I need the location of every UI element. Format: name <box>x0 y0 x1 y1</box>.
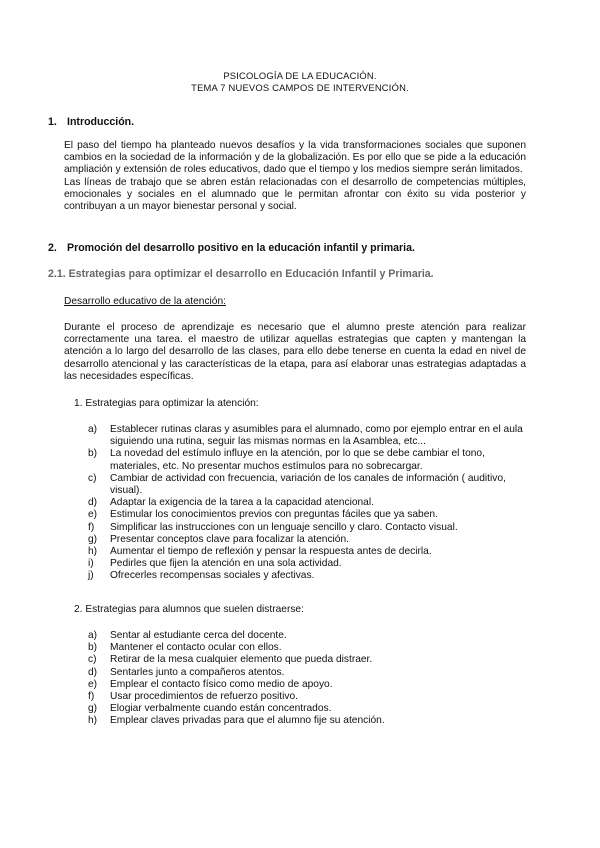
document-header <box>0 70 600 94</box>
intro-paragraph-1: El paso del tiempo ha planteado nuevos desafíos y la vida transformaciones sociales que suponen cambios en la sociedad de la información y de la globalización. Es por ello que se pide a la educación ampliación y extensión de roles educativos, dado que el tiempo y los medios siempre serán limitados. <box>64 140 526 176</box>
section-1-title: Introducción. <box>67 116 135 128</box>
list-item: g) Elogiar verbalmente cuando están concentrados. <box>88 703 332 715</box>
section-2-title: Promoción del desarrollo positivo en la educación infantil y primaria. <box>67 242 415 254</box>
list-item: j) Ofrecerles recompensas sociales y afectivas. <box>88 570 315 582</box>
section-1-body <box>64 140 526 213</box>
list-item: b) La novedad del estímulo influye en la atención, por lo que se debe cambiar el tono, materiales, etc. No presentar muchos estímulos para no sobrecargar. <box>88 448 485 472</box>
list-1-title: Estrategias para optimizar la atención: <box>85 398 259 409</box>
list-item: f) Simplificar las instrucciones con un lenguaje sencillo y claro. Contacto visual. <box>88 521 458 533</box>
list-item: c) Retirar de la mesa cualquier elemento que pueda distraer. <box>88 654 373 666</box>
list-2-number: 2. <box>74 604 83 615</box>
list-item: e) Emplear el contacto físico como medio de apoyo. <box>88 678 333 690</box>
list-item: h) Aumentar el tiempo de reflexión y pensar la respuesta antes de decirla. <box>88 546 432 558</box>
list-1-items <box>88 424 528 583</box>
list-item: g) Presentar conceptos clave para focalizar la atención. <box>88 533 349 545</box>
section-1-heading <box>48 116 548 128</box>
list-2-items <box>88 630 528 728</box>
list-item: a) Sentar al estudiante cerca del docente. <box>88 630 287 641</box>
list-1-heading <box>74 398 534 410</box>
section-2-heading <box>48 242 548 254</box>
list-2-title: Estrategias para alumnos que suelen distraerse: <box>85 604 304 615</box>
subheading-attention: Desarrollo educativo de la atención: <box>64 296 226 307</box>
list-item: d) Sentarles junto a compañeros atentos. <box>88 666 285 678</box>
intro-paragraph-2: Las líneas de trabajo que se abren están relacionadas con el desarrollo de competencias múltiples, emocionales y sociales en el alumnado que le permitan afrontar con éxito su vida posterior y contribuyan a un mayor bienestar personal y social. <box>64 176 526 213</box>
list-1-number: 1. <box>74 398 83 409</box>
list-item: d) Adaptar la exigencia de la tarea a la capacidad atencional. <box>88 497 374 509</box>
section-2-1-heading: 2.1. Estrategias para optimizar el desarrollo en Educación Infantil y Primaria. <box>48 268 434 280</box>
attention-intro-paragraph: Durante el proceso de aprendizaje es necesario que el alumno preste atención para realizar correctamente una tarea. el maestro de utilizar aquellas estrategias que capten y mantengan la atención a lo largo del desarrollo de las clases, para ello debe tenerse en cuenta la edad en nivel de desarrollo atencional y las características de la etapa, para así elaborar unas estrategias adaptadas a las necesidades específicas. <box>64 322 526 382</box>
list-item: b) Mantener el contacto ocular con ellos. <box>88 642 282 654</box>
list-item: i) Pedirles que fijen la atención en una sola actividad. <box>88 558 342 570</box>
list-item: e) Estimular los conocimientos previos con preguntas fáciles que ya saben. <box>88 509 438 521</box>
list-2-heading <box>74 604 534 616</box>
list-item: c) Cambiar de actividad con frecuencia, variación de los canales de información ( auditivo, visual). <box>88 472 506 497</box>
list-item: a) Establecer rutinas claras y asumibles para el alumnado, como por ejemplo entrar en el aula siguiendo una rutina, seguir las mismas normas en la Asamblea, etc... <box>88 424 523 448</box>
list-item: f) Usar procedimientos de refuerzo positivo. <box>88 691 298 703</box>
section-1-number: 1. <box>48 116 57 128</box>
header-subject: PSICOLOGÍA DE LA EDUCACIÓN. <box>223 70 377 81</box>
section-2-number: 2. <box>48 242 57 254</box>
header-topic: TEMA 7 NUEVOS CAMPOS DE INTERVENCIÓN. <box>191 82 409 93</box>
list-item: h) Emplear claves privadas para que el alumno fije su atención. <box>88 715 385 727</box>
